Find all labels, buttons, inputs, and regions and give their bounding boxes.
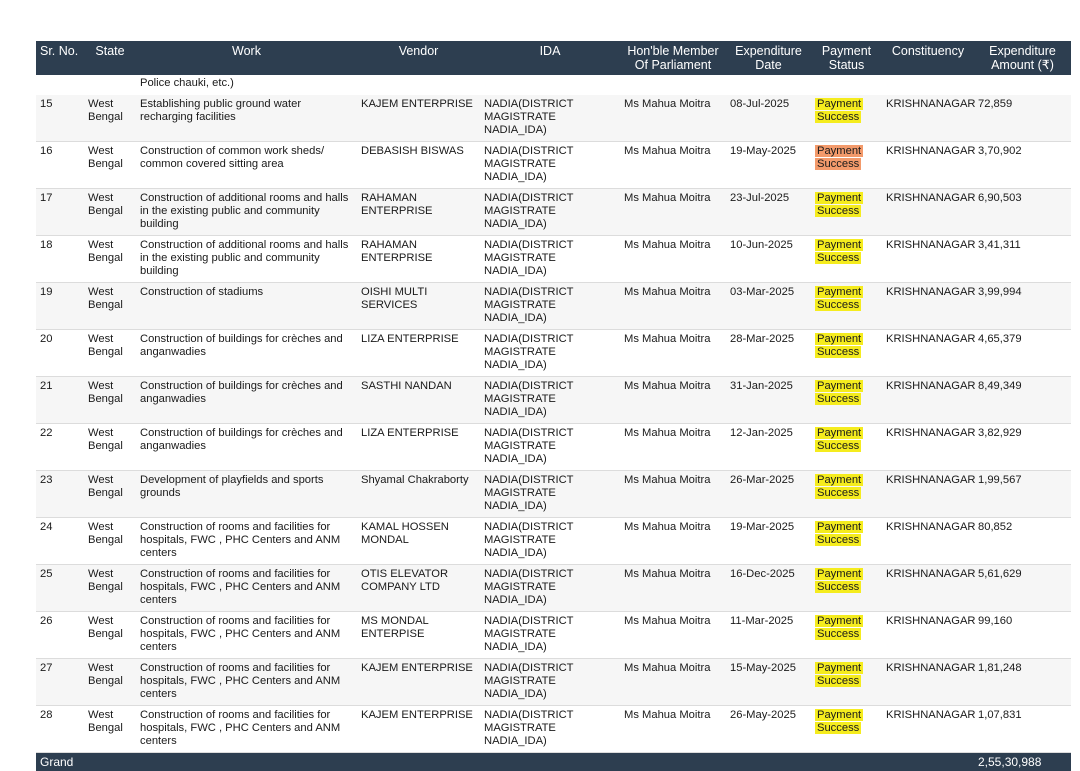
col-header-status (811, 41, 882, 75)
cell-vendor: RAHAMAN ENTERPRISE (357, 236, 480, 283)
col-header-date (726, 41, 811, 75)
cell-ida: NADIA(DISTRICT MAGISTRATE NADIA_IDA) (480, 236, 620, 283)
cell-vendor: KAMAL HOSSEN MONDAL (357, 518, 480, 565)
cell-work: Construction of stadiums (136, 283, 357, 330)
status-badge: Success (815, 111, 861, 123)
mp-header-line2: Of Parliament (635, 58, 711, 72)
cell-state: West Bengal (84, 612, 136, 659)
cell-constituency: KRISHNANAGAR (882, 659, 974, 706)
cell-mp: Ms Mahua Moitra (620, 142, 726, 189)
grand-total-row (36, 753, 1071, 771)
cell-date: 28-Mar-2025 (726, 330, 811, 377)
status-badge: Success (815, 581, 861, 593)
status-badge: Payment (815, 333, 863, 345)
status-header-line1: Payment (822, 44, 871, 58)
status-badge: Payment (815, 709, 863, 721)
status-badge: Success (815, 440, 861, 452)
cell-date: 26-May-2025 (726, 706, 811, 753)
cell-constituency: KRISHNANAGAR (882, 424, 974, 471)
status-badge: Payment (815, 286, 863, 298)
cell-work: Establishing public ground water recharging facilities (136, 95, 357, 142)
status-badge: Payment (815, 239, 863, 251)
cell-state: West Bengal (84, 142, 136, 189)
cell-vendor: Shyamal Chakraborty (357, 471, 480, 518)
status-badge: Success (815, 252, 861, 264)
cell-ida: NADIA(DISTRICT MAGISTRATE NADIA_IDA) (480, 518, 620, 565)
cell-date: 08-Jul-2025 (726, 95, 811, 142)
cell-state: West Bengal (84, 471, 136, 518)
cell-work: Construction of buildings for crèches and anganwadies (136, 330, 357, 377)
cell-mp: Ms Mahua Moitra (620, 471, 726, 518)
cell-vendor: KAJEM ENTERPRISE (357, 95, 480, 142)
col-header-amount (974, 41, 1071, 75)
cell-vendor: MS MONDAL ENTERPISE (357, 612, 480, 659)
cell-amount: 8,49,349 (974, 377, 1071, 424)
table-row (36, 659, 1071, 706)
cell-work: Construction of rooms and facilities for hospitals, FWC , PHC Centers and ANM centers (136, 518, 357, 565)
col-header-mp (620, 41, 726, 75)
cell-state: West Bengal (84, 424, 136, 471)
cell-amount: 1,07,831 (974, 706, 1071, 753)
amount-header-line2: Amount (₹) (991, 58, 1054, 72)
cell-sr: 23 (36, 471, 84, 518)
col-header-constituency: Constituency (882, 41, 974, 75)
cell-work: Construction of rooms and facilities for hospitals, FWC , PHC Centers and ANM centers (136, 706, 357, 753)
table-row (36, 518, 1071, 565)
cell-vendor: KAJEM ENTERPRISE (357, 659, 480, 706)
cell-date: 10-Jun-2025 (726, 236, 811, 283)
cell-constituency: KRISHNANAGAR (882, 236, 974, 283)
status-badge: Success (815, 393, 861, 405)
status-badge: Success (815, 158, 861, 170)
cell-status (811, 706, 882, 753)
grand-total-amount: 2,55,30,988 (974, 753, 1071, 771)
cell-status (811, 95, 882, 142)
cell-sr: 25 (36, 565, 84, 612)
cell-ida: NADIA(DISTRICT MAGISTRATE NADIA_IDA) (480, 95, 620, 142)
cell-date: 03-Mar-2025 (726, 283, 811, 330)
cell-amount: 3,70,902 (974, 142, 1071, 189)
cell-work: Construction of buildings for crèches and anganwadies (136, 377, 357, 424)
cell-sr: 24 (36, 518, 84, 565)
cell-state: West Bengal (84, 518, 136, 565)
status-badge: Payment (815, 521, 863, 533)
expenditure-table (36, 41, 1071, 771)
cell-ida: NADIA(DISTRICT MAGISTRATE NADIA_IDA) (480, 189, 620, 236)
status-badge: Success (815, 205, 861, 217)
cell-vendor: OISHI MULTI SERVICES (357, 283, 480, 330)
table-header-row (36, 41, 1071, 75)
cell-amount: 3,41,311 (974, 236, 1071, 283)
cell-mp: Ms Mahua Moitra (620, 518, 726, 565)
cell-status (811, 424, 882, 471)
cell-sr: 18 (36, 236, 84, 283)
cell-work: Construction of common work sheds/ common covered sitting area (136, 142, 357, 189)
status-badge: Payment (815, 662, 863, 674)
continued-row (36, 75, 1071, 95)
cell-constituency: KRISHNANAGAR (882, 377, 974, 424)
table-row (36, 565, 1071, 612)
table-row (36, 142, 1071, 189)
status-badge: Payment (815, 615, 863, 627)
cell-ida: NADIA(DISTRICT MAGISTRATE NADIA_IDA) (480, 283, 620, 330)
cell-state: West Bengal (84, 189, 136, 236)
cell-vendor: DEBASISH BISWAS (357, 142, 480, 189)
grand-total-label: Grand (36, 753, 974, 771)
cell-date: 15-May-2025 (726, 659, 811, 706)
cell-constituency: KRISHNANAGAR (882, 142, 974, 189)
cell-mp: Ms Mahua Moitra (620, 424, 726, 471)
status-badge: Payment (815, 380, 863, 392)
table-row (36, 95, 1071, 142)
cell-amount: 3,82,929 (974, 424, 1071, 471)
table-body (36, 75, 1071, 753)
cell-mp: Ms Mahua Moitra (620, 377, 726, 424)
cell-mp: Ms Mahua Moitra (620, 659, 726, 706)
cell-work: Development of playfields and sports grounds (136, 471, 357, 518)
cell-sr: 21 (36, 377, 84, 424)
status-badge: Success (815, 675, 861, 687)
cell-state: West Bengal (84, 330, 136, 377)
cell-vendor: SASTHI NANDAN (357, 377, 480, 424)
cell-vendor: KAJEM ENTERPRISE (357, 706, 480, 753)
col-header-sr: Sr. No. (36, 41, 84, 75)
status-badge: Success (815, 722, 861, 734)
cell-ida: NADIA(DISTRICT MAGISTRATE NADIA_IDA) (480, 424, 620, 471)
cell-mp: Ms Mahua Moitra (620, 189, 726, 236)
cell-date: 23-Jul-2025 (726, 189, 811, 236)
cell-state: West Bengal (84, 659, 136, 706)
table-row (36, 612, 1071, 659)
cell-date: 11-Mar-2025 (726, 612, 811, 659)
cell-constituency: KRISHNANAGAR (882, 706, 974, 753)
status-badge: Payment (815, 568, 863, 580)
cell-amount: 6,90,503 (974, 189, 1071, 236)
status-badge: Success (815, 628, 861, 640)
status-badge: Success (815, 487, 861, 499)
cell-amount: 3,99,994 (974, 283, 1071, 330)
table-row (36, 283, 1071, 330)
cell-date: 16-Dec-2025 (726, 565, 811, 612)
cell-amount: 5,61,629 (974, 565, 1071, 612)
status-badge: Success (815, 534, 861, 546)
cell-mp: Ms Mahua Moitra (620, 283, 726, 330)
cell-sr: 26 (36, 612, 84, 659)
table-row (36, 236, 1071, 283)
cell-status (811, 518, 882, 565)
table-row (36, 706, 1071, 753)
cell-status (811, 142, 882, 189)
cell-mp: Ms Mahua Moitra (620, 565, 726, 612)
cell-state: West Bengal (84, 565, 136, 612)
cell-state: West Bengal (84, 377, 136, 424)
cell-date: 19-Mar-2025 (726, 518, 811, 565)
cell-ida: NADIA(DISTRICT MAGISTRATE NADIA_IDA) (480, 330, 620, 377)
cell-mp: Ms Mahua Moitra (620, 95, 726, 142)
cell-amount: 1,99,567 (974, 471, 1071, 518)
cell-ida: NADIA(DISTRICT MAGISTRATE NADIA_IDA) (480, 565, 620, 612)
cell-vendor: LIZA ENTERPRISE (357, 330, 480, 377)
cell-work: Construction of rooms and facilities for hospitals, FWC , PHC Centers and ANM centers (136, 565, 357, 612)
cell-work: Construction of buildings for crèches and anganwadies (136, 424, 357, 471)
cell-sr: 16 (36, 142, 84, 189)
cell-amount: 1,81,248 (974, 659, 1071, 706)
cell-constituency: KRISHNANAGAR (882, 283, 974, 330)
status-badge: Success (815, 299, 861, 311)
col-header-work: Work (136, 41, 357, 75)
status-header-line2: Status (829, 58, 864, 72)
cell-state: West Bengal (84, 236, 136, 283)
amount-header-line1: Expenditure (989, 44, 1056, 58)
table-row (36, 377, 1071, 424)
cell-status (811, 612, 882, 659)
cell-status (811, 377, 882, 424)
cell-ida: NADIA(DISTRICT MAGISTRATE NADIA_IDA) (480, 706, 620, 753)
cell-sr: 27 (36, 659, 84, 706)
col-header-state: State (84, 41, 136, 75)
cell-mp: Ms Mahua Moitra (620, 612, 726, 659)
cell-constituency: KRISHNANAGAR (882, 518, 974, 565)
cell-constituency: KRISHNANAGAR (882, 565, 974, 612)
date-header-line2: Date (755, 58, 781, 72)
cell-date: 31-Jan-2025 (726, 377, 811, 424)
cell-work: Construction of rooms and facilities for hospitals, FWC , PHC Centers and ANM centers (136, 659, 357, 706)
mp-header-line1: Hon'ble Member (627, 44, 718, 58)
cell-vendor: OTIS ELEVATOR COMPANY LTD (357, 565, 480, 612)
cell-ida: NADIA(DISTRICT MAGISTRATE NADIA_IDA) (480, 612, 620, 659)
cell-status (811, 659, 882, 706)
cell-amount: 72,859 (974, 95, 1071, 142)
cell-date: 26-Mar-2025 (726, 471, 811, 518)
cell-constituency: KRISHNANAGAR (882, 95, 974, 142)
status-badge: Payment (815, 474, 863, 486)
cell-constituency: KRISHNANAGAR (882, 612, 974, 659)
cell-work: Construction of rooms and facilities for hospitals, FWC , PHC Centers and ANM centers (136, 612, 357, 659)
status-badge: Payment (815, 145, 863, 157)
cell-sr: 17 (36, 189, 84, 236)
cell-ida: NADIA(DISTRICT MAGISTRATE NADIA_IDA) (480, 659, 620, 706)
cell-vendor: RAHAMAN ENTERPRISE (357, 189, 480, 236)
cell-state: West Bengal (84, 95, 136, 142)
table-row (36, 330, 1071, 377)
expenditure-table-sheet (36, 41, 1071, 771)
cell-ida: NADIA(DISTRICT MAGISTRATE NADIA_IDA) (480, 377, 620, 424)
col-header-ida: IDA (480, 41, 620, 75)
date-header-line1: Expenditure (735, 44, 802, 58)
cell-amount: 99,160 (974, 612, 1071, 659)
status-badge: Payment (815, 98, 863, 110)
cell-mp: Ms Mahua Moitra (620, 706, 726, 753)
cell-state: West Bengal (84, 706, 136, 753)
cell-sr: 19 (36, 283, 84, 330)
col-header-vendor: Vendor (357, 41, 480, 75)
cell-status (811, 330, 882, 377)
cell-date: 19-May-2025 (726, 142, 811, 189)
cell-work: Construction of additional rooms and halls in the existing public and community building (136, 236, 357, 283)
cell-constituency: KRISHNANAGAR (882, 471, 974, 518)
cell-mp: Ms Mahua Moitra (620, 330, 726, 377)
cell-sr: 28 (36, 706, 84, 753)
cell-status (811, 565, 882, 612)
cell-date: 12-Jan-2025 (726, 424, 811, 471)
table-row (36, 471, 1071, 518)
cell-sr: 15 (36, 95, 84, 142)
status-badge: Payment (815, 427, 863, 439)
table-row (36, 189, 1071, 236)
cell-work: Construction of additional rooms and halls in the existing public and community building (136, 189, 357, 236)
cell-ida: NADIA(DISTRICT MAGISTRATE NADIA_IDA) (480, 142, 620, 189)
cell-constituency: KRISHNANAGAR (882, 330, 974, 377)
status-badge: Payment (815, 192, 863, 204)
cell-vendor: LIZA ENTERPRISE (357, 424, 480, 471)
cell-sr: 22 (36, 424, 84, 471)
cell-status (811, 189, 882, 236)
cell-constituency: KRISHNANAGAR (882, 189, 974, 236)
cell-mp: Ms Mahua Moitra (620, 236, 726, 283)
cell-status (811, 236, 882, 283)
cell-status (811, 471, 882, 518)
cell-status (811, 283, 882, 330)
cell-amount: 80,852 (974, 518, 1071, 565)
continued-work-text: Police chauki, etc.) (136, 75, 357, 95)
status-badge: Success (815, 346, 861, 358)
cell-state: West Bengal (84, 283, 136, 330)
cell-amount: 4,65,379 (974, 330, 1071, 377)
cell-sr: 20 (36, 330, 84, 377)
cell-ida: NADIA(DISTRICT MAGISTRATE NADIA_IDA) (480, 471, 620, 518)
table-row (36, 424, 1071, 471)
